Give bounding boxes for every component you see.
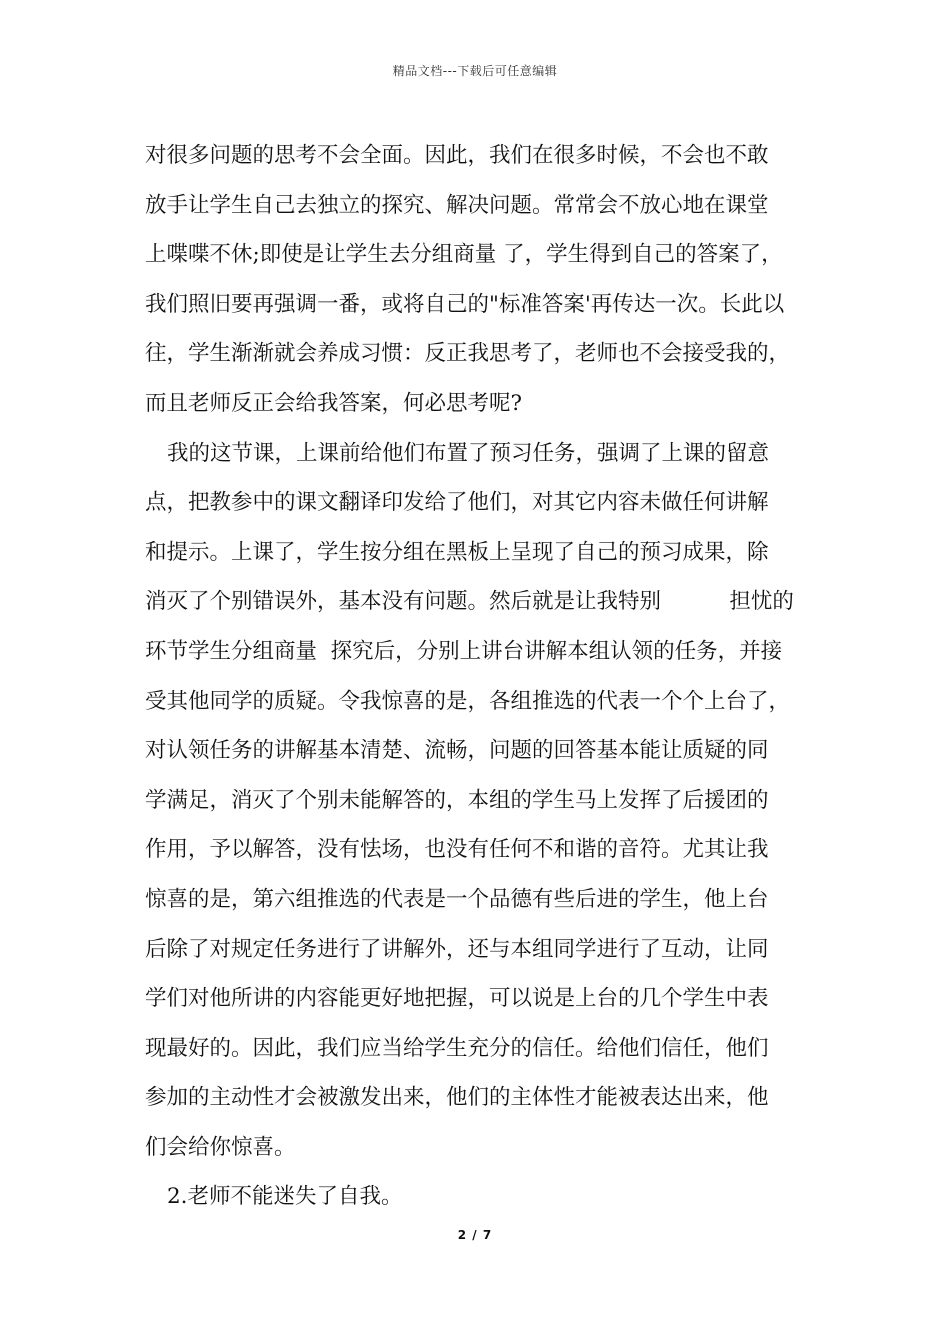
text-line: 而且老师反正会给我答案，何必思考呢?: [145, 390, 523, 416]
text-line: 对认领任务的讲解基本清楚、流畅，问题的回答基本能让质疑的同: [145, 738, 769, 764]
paragraph-start-line: 我的这节课，上课前给他们布置了预习任务，强调了上课的留意: [167, 440, 770, 466]
text-line: 点，把教参中的课文翻译印发给了他们，对其它内容未做任何讲解: [145, 490, 769, 516]
text-line: 放手让学生自己去独立的探究、解决问题。常常会不放心地在课堂: [145, 192, 769, 218]
text-line: 惊喜的是，第六组推选的代表是一个品德有些后进的学生，他上台: [145, 886, 769, 912]
section-heading: 2.老师不能迷失了自我。: [167, 1184, 403, 1210]
text-line: 我们照旧要再强调一番，或将自己的"标准答案'再传达一次。长此以: [145, 291, 785, 317]
document-body: [145, 131, 810, 1222]
text-line: 参加的主动性才会被激发出来，他们的主体性才能被表达出来，他: [145, 1085, 769, 1111]
text-line: 对很多问题的思考不会全面。因此，我们在很多时候，不会也不敢: [145, 143, 769, 168]
text-line: 消灭了个别错误外，基本没有问题。然后就是让我特别 担忧的: [145, 589, 794, 615]
page-header: 精品文档---下载后可任意编辑: [392, 64, 558, 78]
text-line: 后除了对规定任务进行了讲解外，还与本组同学进行了互动，让同: [145, 936, 769, 962]
text-line: 上喋喋不休;即使是让学生去分组商量 了，学生得到自己的答案了，: [145, 242, 783, 268]
text-line: 往，学生渐渐就会养成习惯：反正我思考了，老师也不会接受我的，: [145, 341, 791, 367]
text-line: 作用，予以解答，没有怯场，也没有任何不和谐的音符。尤其让我: [145, 837, 769, 863]
text-line: 和提示。上课了，学生按分组在黑板上呈现了自己的预习成果，除: [145, 539, 769, 565]
page-number: 2 / 7: [457, 1228, 493, 1242]
text-line: 学满足，消灭了个别未能解答的，本组的学生马上发挥了后援团的: [145, 787, 769, 813]
text-line: 受其他同学的质疑。令我惊喜的是，各组推选的代表一个个上台了，: [145, 688, 791, 714]
text-line: 学们对他所讲的内容能更好地把握，可以说是上台的几个学生中表: [145, 986, 769, 1012]
text-line: 们会给你惊喜。: [145, 1134, 296, 1160]
text-line: 现最好的。因此，我们应当给学生充分的信任。给他们信任，他们: [145, 1035, 769, 1061]
text-line: 环节学生分组商量 探究后，分别上讲台讲解本组认领的任务，并接: [145, 638, 783, 664]
